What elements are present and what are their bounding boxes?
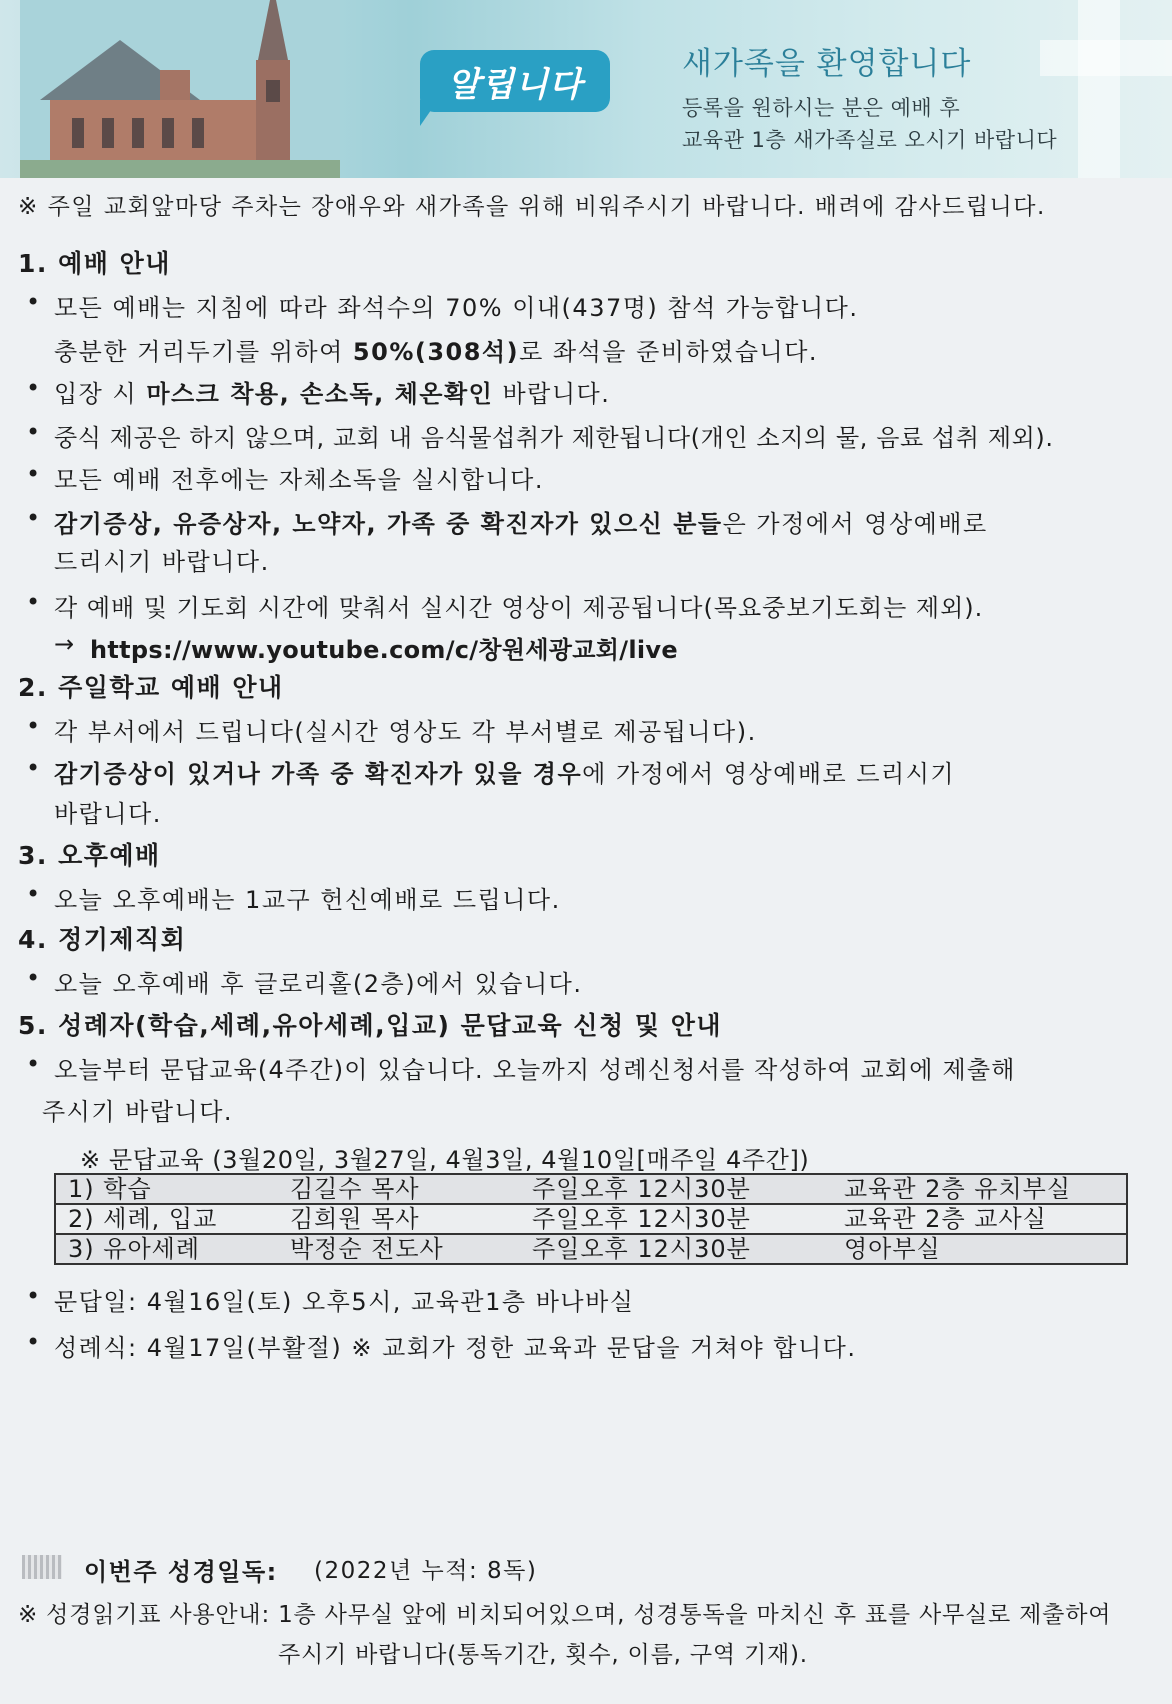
edu-teacher: 김희원 목사 — [278, 1204, 520, 1234]
arrow-icon: → — [54, 630, 76, 658]
bullet-icon: • — [26, 504, 41, 532]
table-row — [55, 1174, 1127, 1204]
bullet-icon: • — [26, 460, 41, 488]
header-banner — [0, 0, 1172, 178]
bible-note-line1: ※ 성경읽기표 사용안내: 1층 사무실 앞에 비치되어있으며, 성경통독을 마치신 후 표를 사무실로 제출하여 — [18, 1602, 1112, 1628]
s5-bullet1-line2: 주시기 바랍니다. — [42, 1098, 234, 1126]
welcome-line-1: 등록을 원하시는 분은 예배 후 — [682, 96, 961, 120]
bullet-icon: • — [26, 588, 41, 616]
cross-icon — [1078, 0, 1120, 178]
bible-icon — [22, 1555, 62, 1579]
bullet-icon: • — [26, 712, 41, 740]
s1-bullet5-line2: 드리시기 바랍니다. — [54, 548, 270, 576]
table-row — [55, 1204, 1127, 1234]
s1-bullet1-line1: 모든 예배는 지침에 따라 좌석수의 70% 이내(437명) 참석 가능합니다. — [54, 294, 859, 322]
bible-note-line2: 주시기 바랍니다(통독기간, 횟수, 이름, 구역 기재). — [278, 1642, 808, 1668]
s5-bullet1-line1: 오늘부터 문답교육(4주간)이 있습니다. 오늘까지 성례신청서를 작성하여 교회에 제출해 — [54, 1056, 1016, 1084]
s1-bullet3: 중식 제공은 하지 않으며, 교회 내 음식물섭취가 제한됩니다(개인 소지의 물, 음료 섭취 제외). — [54, 424, 1054, 452]
section-5-title: 5. 성례자(학습,세례,유아세례,입교) 문답교육 신청 및 안내 — [18, 1011, 723, 1040]
bullet-icon: • — [26, 288, 41, 316]
welcome-line-2: 교육관 1층 새가족실로 오시기 바랍니다 — [682, 128, 1058, 152]
edu-teacher: 김길수 목사 — [278, 1174, 520, 1204]
section-3-title: 3. 오후예배 — [18, 841, 161, 870]
s2-bullet2-line2: 바랍니다. — [54, 800, 162, 828]
edu-place: 교육관 2층 유치부실 — [832, 1174, 1127, 1204]
bullet-icon: • — [26, 754, 41, 782]
s4-bullet1: 오늘 오후예배 후 글로리홀(2층)에서 있습니다. — [54, 970, 583, 998]
parking-notice: ※ 주일 교회앞마당 주차는 장애우와 새가족을 위해 비워주시기 바랍니다. 배려에 감사드립니다. — [18, 194, 1046, 220]
bullet-icon: • — [26, 1328, 41, 1356]
speech-tail-icon — [420, 100, 438, 126]
section-1-title: 1. 예배 안내 — [18, 249, 171, 278]
edu-place: 영아부실 — [832, 1234, 1127, 1264]
announcement-bubble: 알립니다 — [420, 50, 610, 112]
s5-bullet3: 성례식: 4월17일(부활절) ※ 교회가 정한 교육과 문답을 거쳐야 합니다. — [54, 1334, 857, 1362]
s5-bullet2: 문답일: 4월16일(토) 오후5시, 교육관1층 바나바실 — [54, 1288, 635, 1316]
section-4-title: 4. 정기제직회 — [18, 925, 187, 954]
bible-reading-label: 이번주 성경일독: — [84, 1558, 278, 1586]
section-2-title: 2. 주일학교 예배 안내 — [18, 673, 284, 702]
s1-bullet2: 입장 시 마스크 착용, 손소독, 체온확인 바랍니다. — [54, 380, 611, 408]
s2-bullet2-line1: 감기증상이 있거나 가족 중 확진자가 있을 경우에 가정에서 영상예배로 드리시기 — [54, 760, 956, 788]
s1-bullet6: 각 예배 및 기도회 시간에 맞춰서 실시간 영상이 제공됩니다(목요중보기도회는 제외). — [54, 594, 984, 622]
s2-bullet1: 각 부서에서 드립니다(실시간 영상도 각 부서별로 제공됩니다). — [54, 718, 757, 746]
s1-bullet1-line2: 충분한 거리두기를 위하여 50%(308석)로 좌석을 준비하였습니다. — [54, 338, 819, 366]
table-row — [55, 1234, 1127, 1264]
edu-time: 주일오후 12시30분 — [520, 1174, 832, 1204]
edu-type: 3) 유아세례 — [55, 1234, 278, 1264]
church-illustration-icon — [20, 0, 340, 178]
s1-bullet5-line1: 감기증상, 유증상자, 노약자, 가족 중 확진자가 있으신 분들은 가정에서 영상예배로 — [54, 510, 988, 538]
bullet-icon: • — [26, 1050, 41, 1078]
bullet-icon: • — [26, 1282, 41, 1310]
edu-schedule-note: ※ 문답교육 (3월20일, 3월27일, 4월3일, 4월10일[매주일 4주간]) — [80, 1146, 810, 1174]
edu-schedule-table — [54, 1173, 1128, 1265]
bullet-icon: • — [26, 880, 41, 908]
bullet-icon: • — [26, 418, 41, 446]
edu-teacher: 박정순 전도사 — [278, 1234, 520, 1264]
s1-bullet4: 모든 예배 전후에는 자체소독을 실시합니다. — [54, 466, 544, 494]
edu-type: 1) 학습 — [55, 1174, 278, 1204]
edu-time: 주일오후 12시30분 — [520, 1234, 832, 1264]
bible-reading-count: (2022년 누적: 8독) — [314, 1558, 538, 1584]
bullet-icon: • — [26, 964, 41, 992]
youtube-link[interactable]: https://www.youtube.com/c/창원세광교회/live — [90, 636, 678, 664]
s3-bullet1: 오늘 오후예배는 1교구 헌신예배로 드립니다. — [54, 886, 561, 914]
edu-time: 주일오후 12시30분 — [520, 1204, 832, 1234]
welcome-title: 새가족을 환영합니다 — [682, 46, 972, 82]
edu-type: 2) 세례, 입교 — [55, 1204, 278, 1234]
cross-bar-icon — [1040, 40, 1172, 76]
edu-place: 교육관 2층 교사실 — [832, 1204, 1127, 1234]
bullet-icon: • — [26, 374, 41, 402]
